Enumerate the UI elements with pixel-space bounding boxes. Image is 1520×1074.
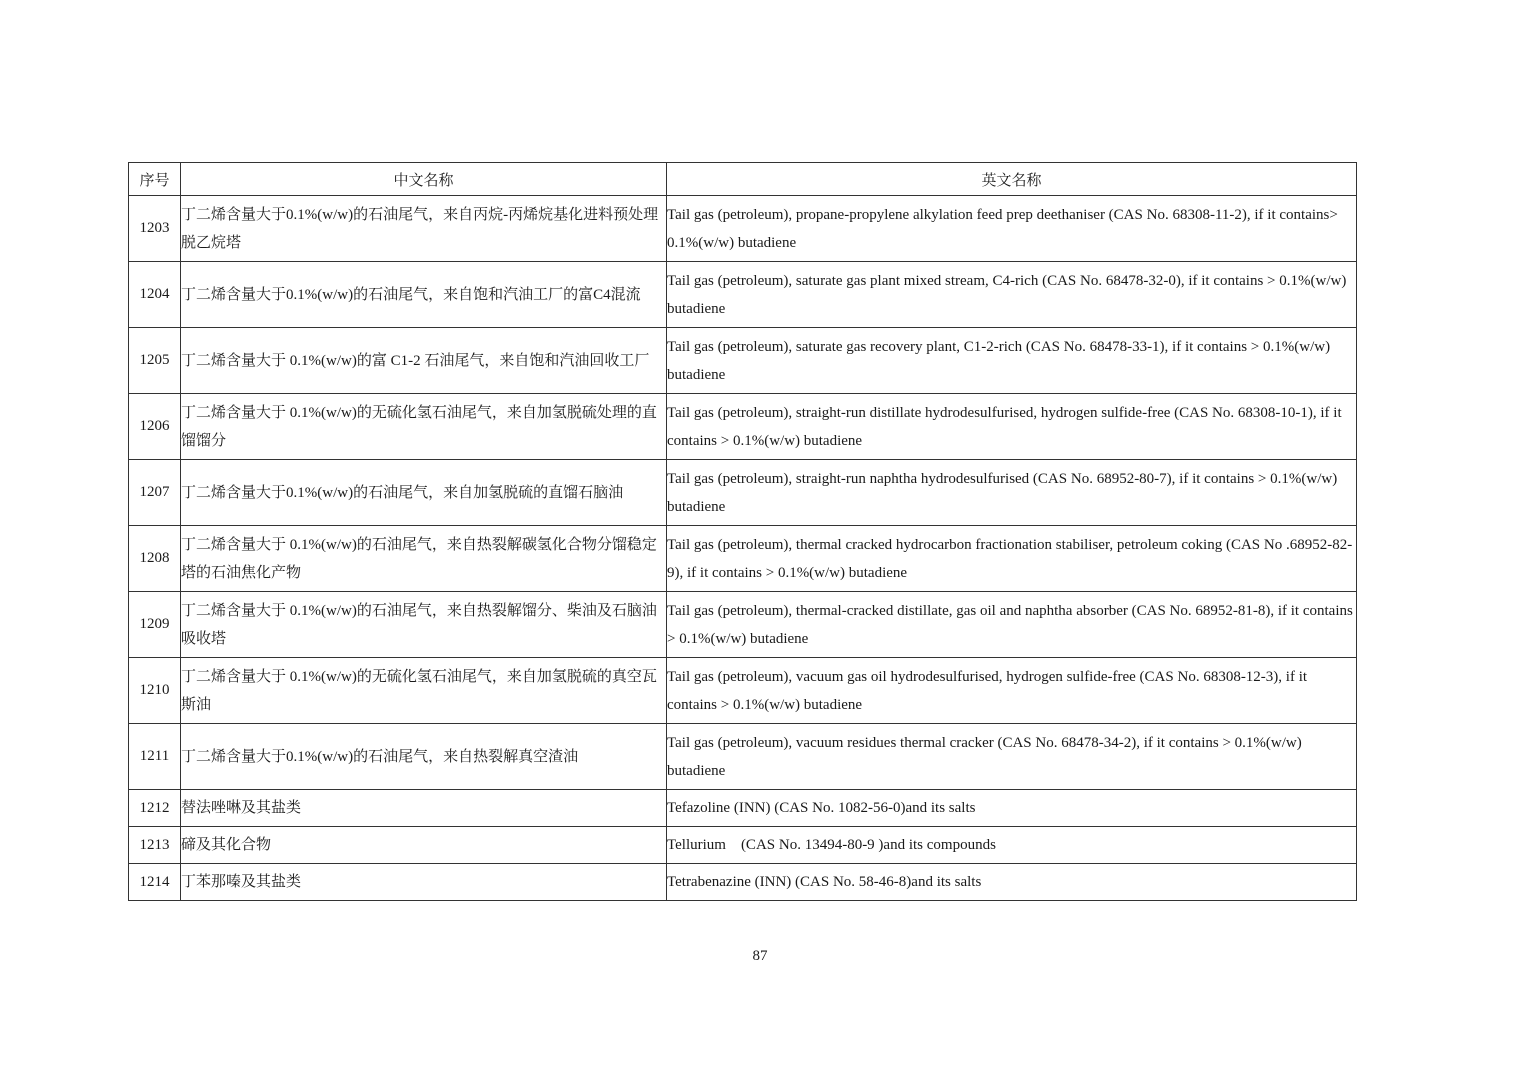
row-chinese-name: 丁二烯含量大于0.1%(w/w)的石油尾气，来自加氢脱硫的直馏石脑油 <box>181 460 667 526</box>
row-english-name: Tail gas (petroleum), vacuum residues thermal cracker (CAS No. 68478-34-2), if it contains > 0.1%(w/w) butadiene <box>667 724 1357 790</box>
row-chinese-name: 碲及其化合物 <box>181 827 667 864</box>
row-number: 1207 <box>129 460 181 526</box>
table-row <box>129 864 1357 901</box>
row-chinese-name: 替法唑啉及其盐类 <box>181 790 667 827</box>
table-row <box>129 724 1357 790</box>
row-english-name: Tail gas (petroleum), straight-run naphtha hydrodesulfurised (CAS No. 68952-80-7), if it contains > 0.1%(w/w) butadiene <box>667 460 1357 526</box>
row-number: 1214 <box>129 864 181 901</box>
table-row <box>129 827 1357 864</box>
row-chinese-name: 丁二烯含量大于0.1%(w/w)的石油尾气，来自丙烷-丙烯烷基化进料预处理脱乙烷塔 <box>181 196 667 262</box>
row-english-name: Tail gas (petroleum), propane-propylene alkylation feed prep deethaniser (CAS No. 68308-11-2), if it contains> 0.1%(w/w) butadiene <box>667 196 1357 262</box>
table-row <box>129 526 1357 592</box>
row-english-name: Tail gas (petroleum), saturate gas recovery plant, C1-2-rich (CAS No. 68478-33-1), if it contains > 0.1%(w/w) butadiene <box>667 328 1357 394</box>
row-chinese-name: 丁二烯含量大于0.1%(w/w)的石油尾气，来自饱和汽油工厂的富C4混流 <box>181 262 667 328</box>
row-english-name: Tellurium (CAS No. 13494-80-9 )and its compounds <box>667 827 1357 864</box>
table-header-row <box>129 163 1357 196</box>
row-number: 1208 <box>129 526 181 592</box>
substance-table <box>128 162 1357 901</box>
row-number: 1205 <box>129 328 181 394</box>
row-chinese-name: 丁二烯含量大于 0.1%(w/w)的富 C1-2 石油尾气，来自饱和汽油回收工厂 <box>181 328 667 394</box>
row-english-name: Tail gas (petroleum), straight-run distillate hydrodesulfurised, hydrogen sulfide-free (CAS No. 68308-10-1), if it contains > 0.1%(w/w) butadiene <box>667 394 1357 460</box>
row-number: 1213 <box>129 827 181 864</box>
row-english-name: Tefazoline (INN) (CAS No. 1082-56-0)and its salts <box>667 790 1357 827</box>
row-number: 1210 <box>129 658 181 724</box>
header-serial-number: 序号 <box>129 163 181 196</box>
table-row <box>129 592 1357 658</box>
row-number: 1203 <box>129 196 181 262</box>
row-number: 1211 <box>129 724 181 790</box>
page-number: 87 <box>752 948 768 964</box>
row-chinese-name: 丁苯那嗪及其盐类 <box>181 864 667 901</box>
table-row <box>129 790 1357 827</box>
row-chinese-name: 丁二烯含量大于0.1%(w/w)的石油尾气，来自热裂解真空渣油 <box>181 724 667 790</box>
row-english-name: Tail gas (petroleum), thermal-cracked distillate, gas oil and naphtha absorber (CAS No. 68952-81-8), if it contains > 0.1%(w/w) butadiene <box>667 592 1357 658</box>
row-number: 1209 <box>129 592 181 658</box>
table-row <box>129 658 1357 724</box>
row-number: 1206 <box>129 394 181 460</box>
table-row <box>129 262 1357 328</box>
header-chinese-name: 中文名称 <box>181 163 667 196</box>
table-row <box>129 196 1357 262</box>
row-chinese-name: 丁二烯含量大于 0.1%(w/w)的石油尾气，来自热裂解馏分、柴油及石脑油吸收塔 <box>181 592 667 658</box>
row-chinese-name: 丁二烯含量大于 0.1%(w/w)的石油尾气，来自热裂解碳氢化合物分馏稳定塔的石油焦化产物 <box>181 526 667 592</box>
row-number: 1212 <box>129 790 181 827</box>
table-row <box>129 394 1357 460</box>
row-english-name: Tail gas (petroleum), thermal cracked hydrocarbon fractionation stabiliser, petroleum coking (CAS No .68952-82-9), if it contains > 0.1%(w/w) butadiene <box>667 526 1357 592</box>
row-chinese-name: 丁二烯含量大于 0.1%(w/w)的无硫化氢石油尾气，来自加氢脱硫处理的直馏馏分 <box>181 394 667 460</box>
header-english-name: 英文名称 <box>667 163 1357 196</box>
table-row <box>129 328 1357 394</box>
row-english-name: Tail gas (petroleum), saturate gas plant mixed stream, C4-rich (CAS No. 68478-32-0), if it contains > 0.1%(w/w) butadiene <box>667 262 1357 328</box>
row-number: 1204 <box>129 262 181 328</box>
table-row <box>129 460 1357 526</box>
row-chinese-name: 丁二烯含量大于 0.1%(w/w)的无硫化氢石油尾气，来自加氢脱硫的真空瓦斯油 <box>181 658 667 724</box>
row-english-name: Tetrabenazine (INN) (CAS No. 58-46-8)and its salts <box>667 864 1357 901</box>
row-english-name: Tail gas (petroleum), vacuum gas oil hydrodesulfurised, hydrogen sulfide-free (CAS No. 68308-12-3), if it contains > 0.1%(w/w) butadiene <box>667 658 1357 724</box>
